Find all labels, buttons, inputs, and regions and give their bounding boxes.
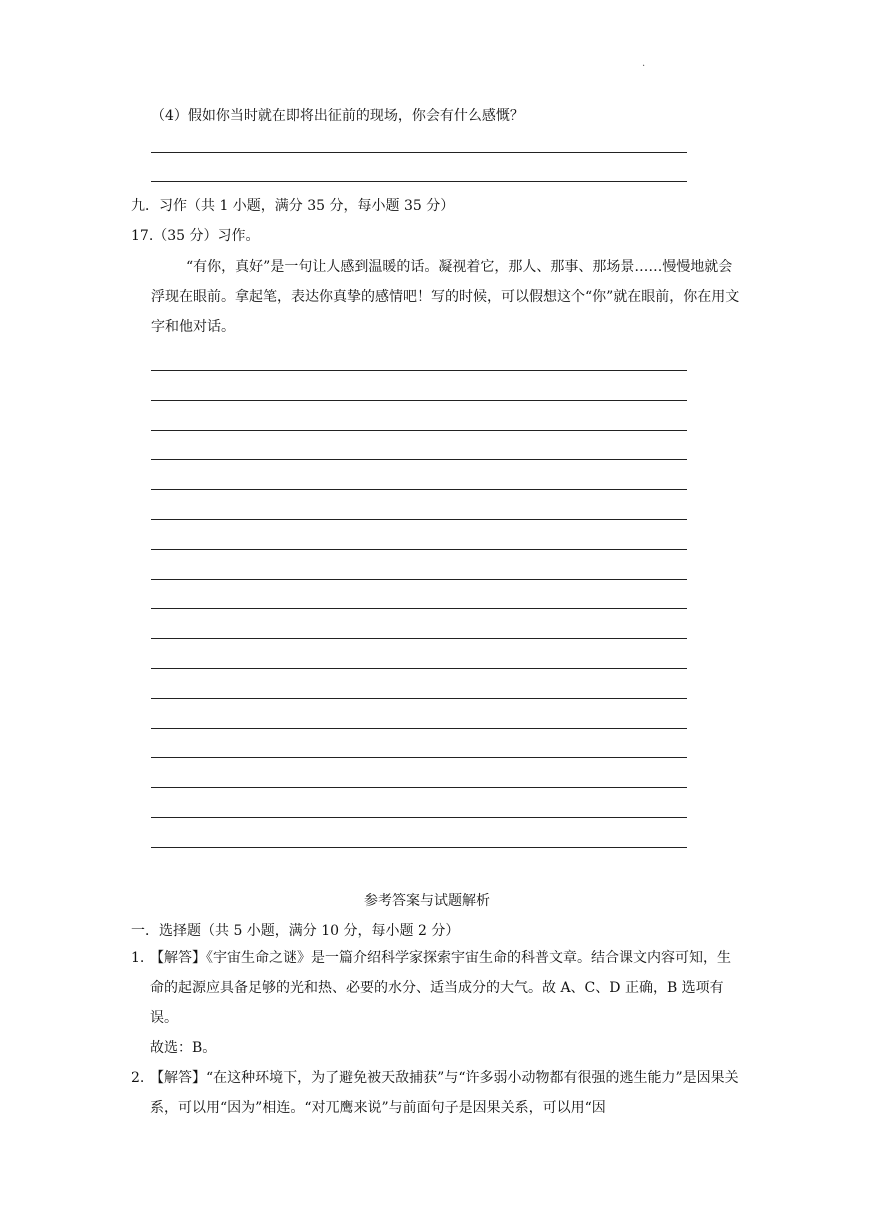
q4-prompt: （4）假如你当时就在即将出征前的现场，你会有什么感慨？ [151,108,524,124]
writing-line [151,847,687,848]
answer-2-number: 2. [131,1070,145,1086]
section1-heading: 一．选择题（共 5 小题，满分 10 分，每小题 2 分） [131,923,460,939]
writing-line [151,430,687,431]
page-dot: . [642,58,646,69]
writing-line [151,579,687,580]
answer-line [151,181,687,182]
writing-line [151,638,687,639]
writing-line [151,698,687,699]
writing-line [151,549,687,550]
writing-line [151,459,687,460]
writing-line [151,608,687,609]
answers-title: 参考答案与试题解析 [364,893,490,909]
answer-1-text: 【解答】《宇宙生命之谜》是一篇介绍科学家探索宇宙生命的科普文章。结合课文内容可知，生命的起源应具备足够的光和热、必要的水分、适当成分的大气。故 A、C、D 正确，B 选项有误。 [150,950,731,1026]
answer-1 [131,943,743,1063]
q17-heading: 17.（35 分）习作。 [131,228,260,244]
writing-line [151,728,687,729]
q17-prompt: “有你，真好”是一句让人感到温暖的话。凝视着它，那人、那事、那场景……慢慢地就会浮现在眼前。拿起笔，表达你真挚的感情吧！写的时候，可以假想这个“你”就在眼前，你在用文字和他对话。 [151,259,740,335]
writing-line [151,787,687,788]
writing-line [151,757,687,758]
answer-1-choice: 故选：B。 [150,1040,217,1056]
section9-heading: 九．习作（共 1 小题，满分 35 分，每小题 35 分） [131,198,455,214]
answer-line [151,152,687,153]
writing-line [151,668,687,669]
writing-line [151,519,687,520]
writing-line [151,817,687,818]
answer-2-text: 【解答】“在这种环境下，为了避免被天敌捕获”与“许多弱小动物都有很强的逃生能力”是因果关系，可以用“因为”相连。“对兀鹰来说”与前面句子是因果关系，可以用“因 [150,1070,739,1116]
writing-line [151,489,687,490]
answer-2 [131,1063,743,1123]
writing-line [151,370,687,371]
answer-1-number: 1. [131,950,145,966]
writing-line [151,400,687,401]
